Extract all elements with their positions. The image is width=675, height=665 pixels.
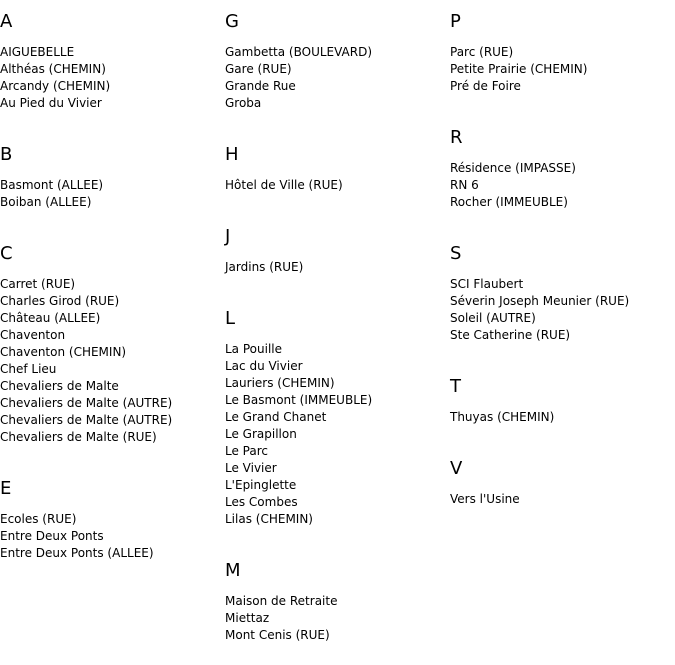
letter-heading: S <box>450 243 462 264</box>
street-list <box>450 397 675 426</box>
street-item[interactable]: Petite Prairie (CHEMIN) <box>450 62 588 76</box>
street-item[interactable]: Gambetta (BOULEVARD) <box>225 45 373 59</box>
letter-heading: P <box>450 11 461 32</box>
street-item[interactable]: Lac du Vivier <box>225 359 303 373</box>
street-item[interactable]: Gare (RUE) <box>225 62 292 76</box>
street-item[interactable]: Au Pied du Vivier <box>0 96 102 110</box>
street-item[interactable]: Entre Deux Ponts <box>0 529 104 543</box>
letter-heading: L <box>225 308 236 329</box>
letter-group <box>225 549 450 665</box>
letter-heading: T <box>450 376 461 397</box>
street-item[interactable]: Mont Cenis (RUE) <box>225 628 330 642</box>
street-item[interactable]: Le Grand Chanet <box>225 410 327 424</box>
street-list <box>450 264 675 344</box>
street-item[interactable]: Vers l'Usine <box>450 492 520 506</box>
street-item[interactable]: Maison de Retraite <box>225 594 338 608</box>
letter-group <box>450 0 675 116</box>
street-item[interactable]: Jardins (RUE) <box>225 260 304 274</box>
street-item[interactable]: Rocher (IMMEUBLE) <box>450 195 568 209</box>
street-list <box>0 165 225 211</box>
street-item[interactable]: RN 6 <box>450 178 479 192</box>
letter-heading: V <box>450 458 463 479</box>
street-item[interactable]: Lilas (CHEMIN) <box>225 512 313 526</box>
letter-group <box>0 467 225 583</box>
street-item[interactable]: Parc (RUE) <box>450 45 514 59</box>
street-item[interactable]: Basmont (ALLEE) <box>0 178 104 192</box>
letter-group <box>0 133 225 232</box>
street-item[interactable]: Pré de Foire <box>450 79 521 93</box>
street-item[interactable]: Thuyas (CHEMIN) <box>450 410 555 424</box>
street-item[interactable]: Lauriers (CHEMIN) <box>225 376 335 390</box>
street-item[interactable]: Le Basmont (IMMEUBLE) <box>225 393 373 407</box>
street-item[interactable]: Ste Catherine (RUE) <box>450 328 571 342</box>
street-item[interactable]: Chevaliers de Malte (AUTRE) <box>0 413 173 427</box>
letter-group <box>450 365 675 447</box>
letter-heading: G <box>225 11 239 32</box>
street-item[interactable]: Résidence (IMPASSE) <box>450 161 576 175</box>
street-list <box>450 32 675 95</box>
street-item[interactable]: Le Grapillon <box>225 427 297 441</box>
street-list <box>0 264 225 446</box>
street-item[interactable]: Charles Girod (RUE) <box>0 294 120 308</box>
letter-group <box>450 447 675 529</box>
letter-heading: C <box>0 243 13 264</box>
column-2 <box>225 0 450 665</box>
letter-heading: A <box>0 11 13 32</box>
street-list <box>0 32 225 112</box>
street-list <box>225 329 450 528</box>
letter-group <box>450 116 675 232</box>
street-list <box>450 479 675 508</box>
street-item[interactable]: Chevaliers de Malte (AUTRE) <box>0 396 173 410</box>
letter-group <box>225 215 450 297</box>
street-item[interactable]: AIGUEBELLE <box>0 45 75 59</box>
street-list <box>225 165 450 194</box>
street-item[interactable]: Le Vivier <box>225 461 277 475</box>
street-item[interactable]: L'Epinglette <box>225 478 297 492</box>
street-item[interactable]: Grande Rue <box>225 79 296 93</box>
street-item[interactable]: Séverin Joseph Meunier (RUE) <box>450 294 630 308</box>
street-item[interactable]: Chevaliers de Malte (RUE) <box>0 430 157 444</box>
street-item[interactable]: Entre Deux Ponts (ALLEE) <box>0 546 154 560</box>
street-item[interactable]: Carret (RUE) <box>0 277 76 291</box>
street-item[interactable]: La Pouille <box>225 342 282 356</box>
street-list <box>225 32 450 112</box>
letter-heading: M <box>225 560 241 581</box>
letter-group <box>225 297 450 549</box>
letter-heading: H <box>225 144 239 165</box>
street-list <box>225 247 450 276</box>
letter-group <box>450 232 675 365</box>
column-3 <box>450 0 675 529</box>
letter-heading: J <box>225 226 231 247</box>
letter-heading: R <box>450 127 463 148</box>
street-item[interactable]: Chef Lieu <box>0 362 57 376</box>
letter-heading: E <box>0 478 12 499</box>
street-item[interactable]: Chaventon <box>0 328 66 342</box>
street-item[interactable]: Althéas (CHEMIN) <box>0 62 106 76</box>
letter-group <box>0 0 225 133</box>
street-list <box>450 148 675 211</box>
street-list <box>225 581 450 644</box>
street-item[interactable]: Groba <box>225 96 262 110</box>
street-item[interactable]: Chevaliers de Malte <box>0 379 119 393</box>
street-item[interactable]: Soleil (AUTRE) <box>450 311 536 325</box>
street-list <box>0 499 225 562</box>
street-item[interactable]: Hôtel de Ville (RUE) <box>225 178 343 192</box>
letter-group <box>225 0 450 133</box>
letter-heading: B <box>0 144 13 165</box>
street-item[interactable]: Ecoles (RUE) <box>0 512 77 526</box>
street-item[interactable]: Chaventon (CHEMIN) <box>0 345 127 359</box>
street-item[interactable]: SCI Flaubert <box>450 277 524 291</box>
street-item[interactable]: Les Combes <box>225 495 298 509</box>
street-item[interactable]: Château (ALLEE) <box>0 311 101 325</box>
letter-group <box>225 133 450 215</box>
street-item[interactable]: Boiban (ALLEE) <box>0 195 92 209</box>
column-1 <box>0 0 225 583</box>
street-item[interactable]: Le Parc <box>225 444 268 458</box>
street-item[interactable]: Miettaz <box>225 611 270 625</box>
street-item[interactable]: Arcandy (CHEMIN) <box>0 79 111 93</box>
letter-group <box>0 232 225 467</box>
